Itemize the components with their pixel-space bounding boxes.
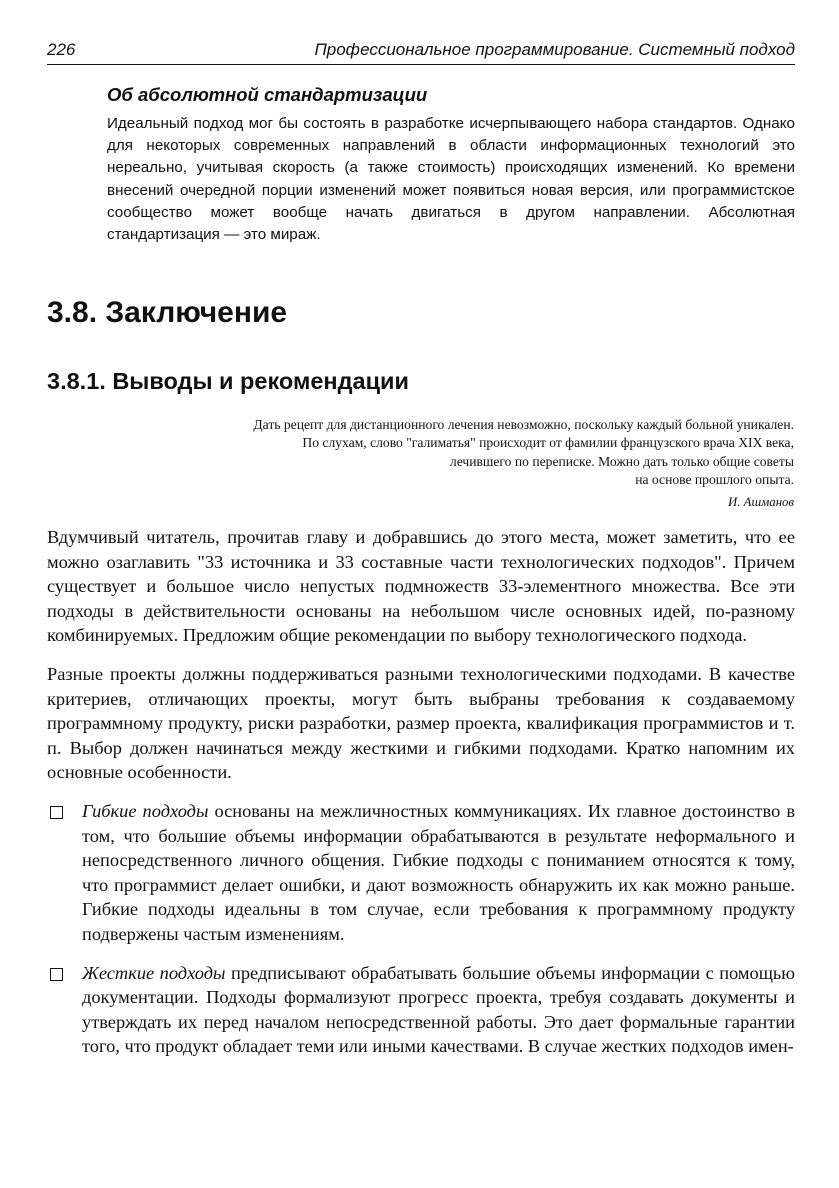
page-number: 226 (47, 40, 76, 59)
paragraph: Разные проекты должны поддерживаться разными технологическими подходами. В качестве критериев, отличающих проекты, могут быть выбраны требования к создаваемому программному продукту, риски разработки, размер проекта, квалификация программистов и т. п. Выбор должен начинаться между жесткими и гибкими подходами. Кратко напомним их основные особенности. (47, 663, 795, 783)
list-item-term: Жесткие подходы (82, 962, 226, 983)
list-item (47, 799, 795, 947)
bullet-list (47, 799, 795, 1059)
subsection-heading: 3.8.1. Выводы и рекомендации (47, 368, 409, 394)
epigraph-line: Дать рецепт для дистанционного лечения невозможно, поскольку каждый больной уникален. (253, 417, 794, 432)
sidebar-note (107, 84, 795, 246)
main-text (47, 525, 795, 1073)
section-heading: 3.8. Заключение (47, 296, 288, 329)
epigraph-line: лечившего по переписке. Можно дать только общие советы (449, 453, 794, 469)
checkbox-bullet-icon (50, 806, 63, 819)
checkbox-bullet-icon (50, 968, 63, 981)
list-item (47, 961, 795, 1059)
epigraph-line: на основе прошлого опыта. (635, 472, 794, 488)
running-header (47, 38, 795, 65)
list-item-term: Гибкие подходы (82, 800, 209, 821)
paragraph: Вдумчивый читатель, прочитав главу и добравшись до этого места, может заметить, что ее можно озаглавить "33 источника и 33 составные части технологических подходов". Причем существует и большое число непустых подмножеств 33-элементного множества. Все эти подходы в действительности основаны на небольшом числе основных идей, по-разному комбинируемых. Предложим общие рекомендации по выбору технологического подхода. (47, 527, 795, 646)
running-title: Профессиональное программирование. Системный подход (314, 40, 795, 59)
epigraph (100, 416, 794, 511)
sidebar-note-title: Об абсолютной стандартизации (107, 84, 428, 105)
list-item-text: предписывают обрабатывать большие объемы информации с помощью документации. Подходы формализуют прогресс проекта, требуя создавать документы и утверждать их перед началом непосредственной работы. Это дает формальные гарантии того, что продукт обладает теми или иными качествами. В случае жестких подходов имен- (82, 962, 796, 1057)
sidebar-note-text: Идеальный подход мог бы состоять в разработке исчерпывающего набора стандартов. Однако для некоторых современных направлений в области информационных технологий это нереально, учитывая скорость (а также стоимость) происходящих изменений. Ко времени внесений очередной порции изменений может появиться новая версия, или программистское сообщество может вообще начать двигаться в другом направлении. Абсолютная стандартизация — это мираж. (107, 115, 795, 244)
list-item-text: основаны на межличностных коммуникациях. Их главное достоинство в том, что большие объемы информации обрабатываются в результате неформального и непосредственного личного общения. Гибкие подходы с пониманием относятся к тому, что программист делает ошибки, и дают возможность обнаружить их как можно раньше. Гибкие подходы идеальны в том случае, если требования к программному продукту подвержены частым изменениям. (82, 800, 795, 944)
epigraph-author: И. Ашманов (728, 494, 794, 509)
epigraph-line: По слухам, слово "галиматья" происходит от фамилии французского врача XIX века, (302, 435, 794, 451)
